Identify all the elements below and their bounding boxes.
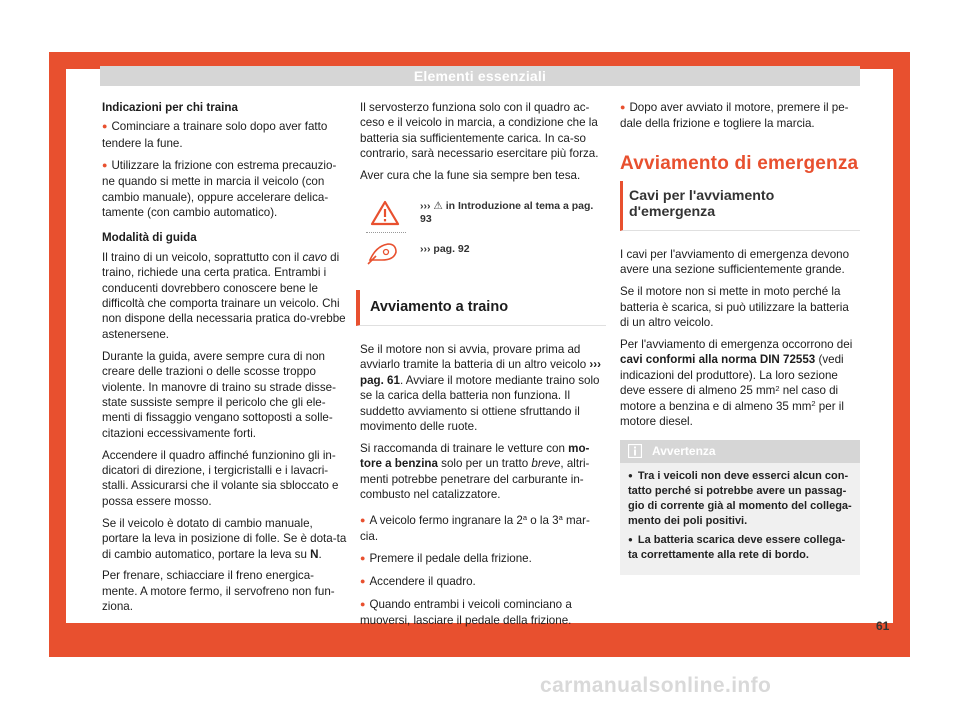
column-right [620,100,860,575]
text: Per l'avviamento di emergenza occorrono dei [620,338,853,352]
text: Si raccomanda di trainare le vetture con [360,441,569,455]
superscript: 2 [775,383,780,393]
superscript: a [522,512,527,522]
column-middle [360,100,606,635]
bullet-item [102,119,348,151]
environment-note-icon [366,238,400,266]
text: Se il veicolo è dotato di cambio manuale, portare la leva in posizione di folle. Se è dota-ta di cambio automatico, portare la leva su [102,516,347,561]
page-header: Elementi essenziali [100,66,860,86]
paragraph: Il servosterzo funziona solo con il quadro ac-ceso e il veicolo in marcia, a condizione che la batteria sia sufficientemente carica. In ca-so contrario, sarà necessario esercitare più forza. [360,101,599,161]
paragraph: Durante la guida, avere sempre cura di non creare delle trazioni o delle scosse troppo violente. In manovre di traino su strade disse-state sussiste sempre il pericolo che gli ele-menti di fissaggio vengano sottoposti a solle-citazioni eccessivamente forti. [102,349,336,440]
chapter-title: Avviamento di emergenza [620,152,859,174]
watermark: carmanualsonline.info [540,674,772,697]
paragraph: Accendere il quadro affinché funzionino gli in-dicatori di direzione, i tergicristalli e i lavacri-stalli. Assicurarsi che il volante sia sbloccato e possa essere mosso. [102,448,339,508]
superscript: a [558,512,563,522]
text-bold: mo-tore a benzina [360,441,590,471]
heading-driving-mode: Modalità di guida [102,231,197,245]
warning-triangle-icon [370,200,400,226]
notice-body [620,463,860,575]
bullet-text: Quando entrambi i veicoli cominciano a muoversi, lasciare il pedale della frizione. [360,597,572,628]
bullet-item [360,574,606,590]
reference-link[interactable]: ››› pag. 92 [420,242,470,255]
notice-item: ● Tra i veicoli non deve esserci alcun con-tatto perché si potrebbe avere un passag-gio di corrente già al momento del collega-mento dei poli positivi. [628,469,852,529]
text: per il motore diesel. [620,399,844,429]
bullet-item [360,513,606,545]
bullet-text: Premere il pedale della frizione. [369,551,532,565]
text: (vedi indicazioni del produttore). La loro sezione deve essere di almeno 25 mm [620,353,844,398]
text: A veicolo fermo ingranare la 2 [369,513,523,527]
notice-title: Avvertenza [652,443,716,458]
bullet-text: Dopo aver avviato il motore, premere il pe-dale della frizione e togliere la marcia. [620,101,849,131]
paragraph: Se il motore non si mette in moto perché la batteria è scarica, si può utilizzare la batteria di un altro veicolo. [620,285,849,330]
heading-towing-instructions: Indicazioni per chi traina [102,101,238,114]
text-italic: breve [531,457,561,471]
text: . [318,547,322,561]
text-bold: N [310,547,319,561]
paragraph [102,250,348,342]
paragraph [620,337,860,429]
text: Il traino di un veicolo, soprattutto con il [102,250,303,264]
superscript: 2 [811,398,816,408]
text: , altri-menti potrebbe penetrare del carburante in-combusto nel catalizzatore. [360,457,590,502]
bullet-text: Accendere il quadro. [369,574,476,588]
bullet-text: Utilizzare la frizione con estrema precauzio-ne quando si mette in marcia il veicolo (con cambio manuale), oppure accelerare delica-tamente (con cambio automatico). [102,158,337,219]
page-number: 61 [876,619,890,633]
text: mar-cia. [360,513,590,543]
text: o la 3 [527,513,559,527]
bullet-text: Cominciare a trainare solo dopo aver fatto tendere la fune. [102,120,328,150]
page-link[interactable]: ››› pag. 61 [360,358,602,387]
paragraph: Aver cura che la fune sia sempre ben tesa. [360,169,581,183]
text: Se il motore non si avvia, provare prima ad avviarlo tramite la batteria di un altro veicolo [360,342,590,372]
text-bold: cavi conformi alla norma DIN 72553 [620,353,816,367]
section-heading-tow-start [356,290,606,326]
text: nel caso di motore a benzina e di almeno 35 mm [620,384,839,413]
section-title: Avviamento a traino [370,298,509,315]
bullet-item [360,597,606,629]
column-left [102,100,348,621]
divider [366,232,406,233]
text-italic: cavo [302,250,327,264]
bullet-item [102,158,348,221]
notice-header [620,440,860,463]
section-heading-jump-cables: Cavi per l'avviamento d'emergenza [620,181,860,231]
text: . Avviare il motore mediante traino solo se la carica della batteria non funziona. Il suddetto avviamento si ottiene sfruttando il movimento delle ruote. [360,373,600,433]
info-icon [628,444,642,458]
paragraph [360,441,606,503]
notice-box [620,440,860,575]
paragraph: I cavi per l'avviamento di emergenza devono avere una sezione sufficientemente grande. [620,248,850,277]
bullet-item [620,100,860,132]
bullet-item [360,551,606,567]
text: solo per un tratto [437,457,532,471]
reference-link[interactable]: ››› ⚠ in Introduzione al tema a pag. 93 [420,199,594,225]
paragraph: Per frenare, schiacciare il freno energica-mente. A motore fermo, il servofreno non fun-ziona. [102,569,335,614]
paragraph [360,342,606,434]
text: di traino, richiede una certa pratica. Entrambi i conducenti dovrebbero conoscere bene le difficoltà che comporta trainare un veicolo. Chi non dispone della necessaria pratica do-vrebbe astenersene. [102,250,346,341]
notice-item: ● La batteria scarica deve essere collega-ta correttamente alla rete di bordo. [628,533,852,563]
paragraph [102,516,348,562]
warning-reference-box [360,196,606,272]
